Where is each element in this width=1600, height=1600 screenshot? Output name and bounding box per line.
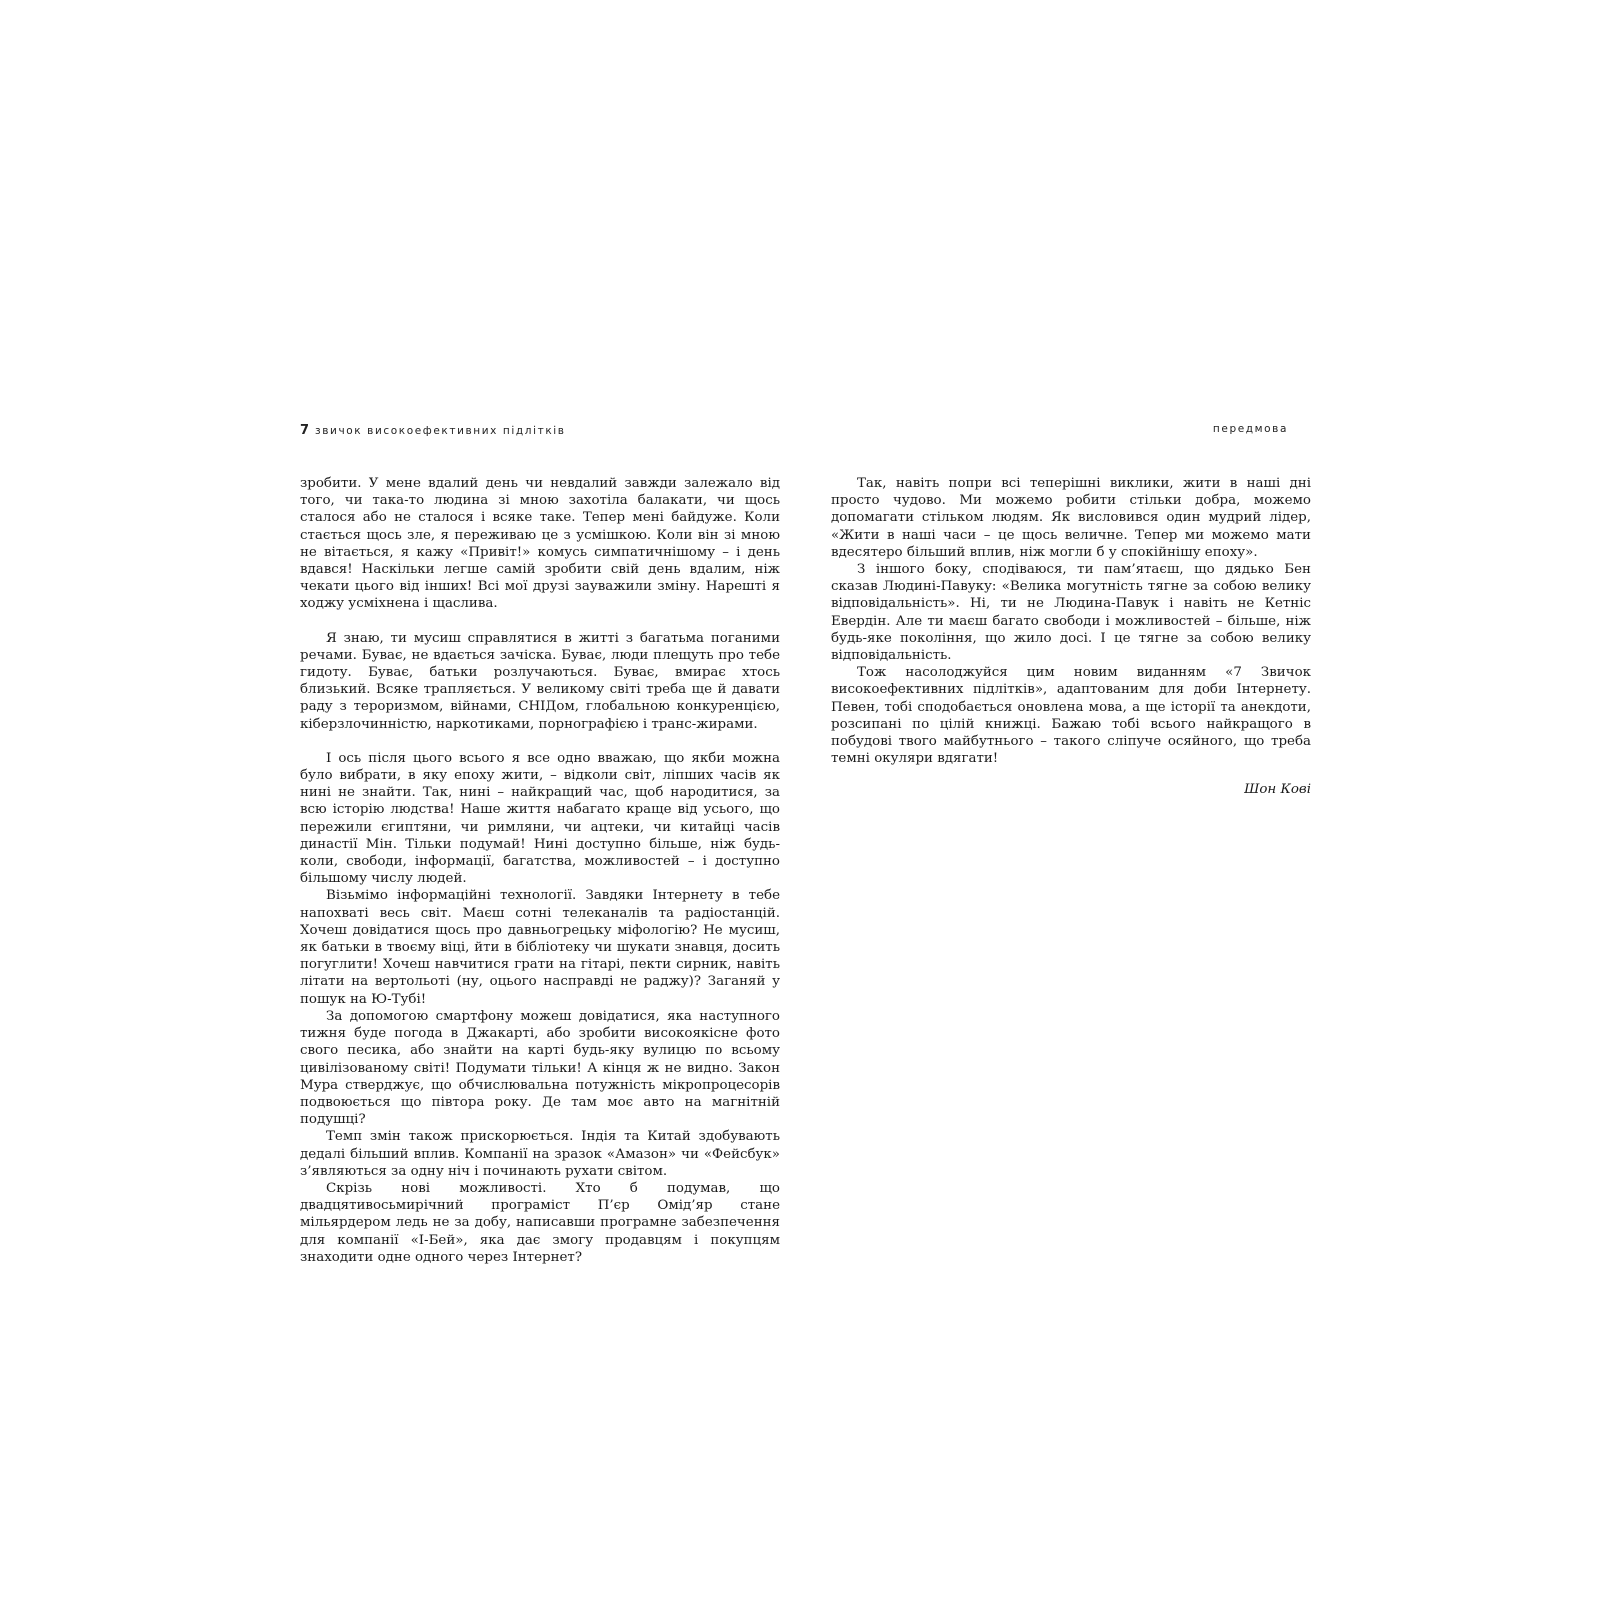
paragraph: Скрізь нові можливості. Хто б подумав, що двадцятивосьмирічний програміст П’єр Омід’яр стане мільярдером ледь не за добу, написавши програмне забезпечення для компанії «І-Бей», яка дає змогу продавцям і покупцям знаходити одне одного через Інтернет? bbox=[300, 1180, 780, 1265]
book-title: звичок високоефективних підлітків bbox=[315, 425, 566, 437]
book-title-number: 7 bbox=[300, 423, 310, 438]
paragraph: Так, навіть попри всі теперішні виклики, жити в наші дні просто чудово. Ми можемо робити стільки добра, можемо допомагати стільком людям. Як висловився один мудрий лідер, «Жити в наші часи – це щось величне. Тепер ми можемо мати вдесятеро більший вплив, ніж могли б у спокійнішу епоху». bbox=[831, 476, 1311, 560]
section-title: передмова bbox=[1212, 423, 1288, 435]
running-head-right bbox=[1213, 423, 1288, 435]
paragraph: Візьмімо інформаційні технології. Завдяки Інтернету в тебе напохваті весь світ. Маєш сотні телеканалів та радіостанцій. Хочеш довідатися щось про давньогрецьку міфологію? Не мусиш, як батьки в твоєму віці, йти в бібліотеку чи шукати знавця, досить погуглити! Хочеш навчитися грати на гітарі, пекти сирник, навіть літати на вертольоті (ну, оцього насправді не раджу)? Заганяй у пошук на Ю-Тубі! bbox=[300, 888, 780, 1007]
paragraph: Тож насолоджуйся цим новим виданням «7 Звичок високоефективних підлітків», адаптованим для доби Інтернету. Певен, тобі сподобається оновлена мова, а ще історії та анекдоти, розсипані по цілій книжці. Бажаю тобі всього найкращого в побудові твого майбутнього – такого сліпуче осяйного, що треба темні окуляри вдягати! bbox=[831, 665, 1311, 767]
left-page-text bbox=[300, 475, 780, 1266]
paragraph: З іншого боку, сподіваюся, ти пам’ятаєш, що дядько Бен сказав Людині-Павуку: «Велика могутність тягне за собою велику відповідальність». Ні, ти не Людина-Павук і навіть не Кетніс Евердін. Але ти маєш багато свободи і можливостей – більше, ніж будь-яке покоління, що жило досі. І це тягне за собою велику відповідальність. bbox=[831, 562, 1311, 664]
paragraph: Я знаю, ти мусиш справлятися в житті з багатьма поганими речами. Буває, не вдається зачіска. Буває, люди плещуть про тебе гидоту. Буває, батьки розлучаються. Буває, вмирає хтось близький. Всяке трапляється. У великому світі треба ще й давати раду з тероризмом, війнами, СНІДом, глобальною конкуренцією, кіберзлочинністю, наркотиками, порнографією і транс-жирами. bbox=[300, 630, 780, 732]
running-head-left bbox=[300, 423, 566, 438]
paragraph: зробити. У мене вдалий день чи невдалий завжди залежало від того, чи така-то людина зі мною захотіла балакати, чи щось сталося або не сталося і всяке таке. Тепер мені байдуже. Коли стається щось зле, я переживаю це з усмішкою. Коли він зі мною не вітається, я кажу «Привіт!» комусь симпатичнішому – і день вдався! Наскільки легше самій зробити свій день вдалим, ніж чекати цього від інших! Всі мої друзі зауважили зміну. Нарешті я ходжу усміхнена і щаслива. bbox=[300, 476, 780, 612]
right-page-text bbox=[831, 475, 1311, 799]
paragraph: За допомогою смартфону можеш довідатися, яка наступного тижня буде погода в Джакарті, або зробити високоякісне фото свого песика, або знайти на карті будь-яку вулицю по всьому цивілізованому світі! Подумати тільки! А кінця ж не видно. Закон Мура стверджує, що обчислювальна потужність мікропроцесорів подвоюється що півтора року. Де там моє авто на магнітній подушці? bbox=[300, 1008, 780, 1128]
paragraph: Темп змін також прискорюється. Індія та Китай здобувають дедалі більший вплив. Компанії на зразок «Амазон» чи «Фейсбук» з’являються за одну ніч і починають рухати світом. bbox=[300, 1129, 780, 1179]
author-signature: Шон Кові bbox=[1244, 782, 1311, 798]
paragraph: І ось після цього всього я все одно вважаю, що якби можна було вибрати, в яку епоху жити, – відколи світ, ліпших часів як нині не знайти. Так, нині – найкращий час, щоб народитися, за всю історію людства! Наше життя набагато краще від усього, що пережили єгиптяни, чи римляни, чи ацтеки, чи китайці часів династії Мін. Тільки подумай! Нині доступно більше, ніж будь-коли, свободи, інформації, багатства, можливостей – і доступно більшому числу людей. bbox=[300, 750, 780, 887]
